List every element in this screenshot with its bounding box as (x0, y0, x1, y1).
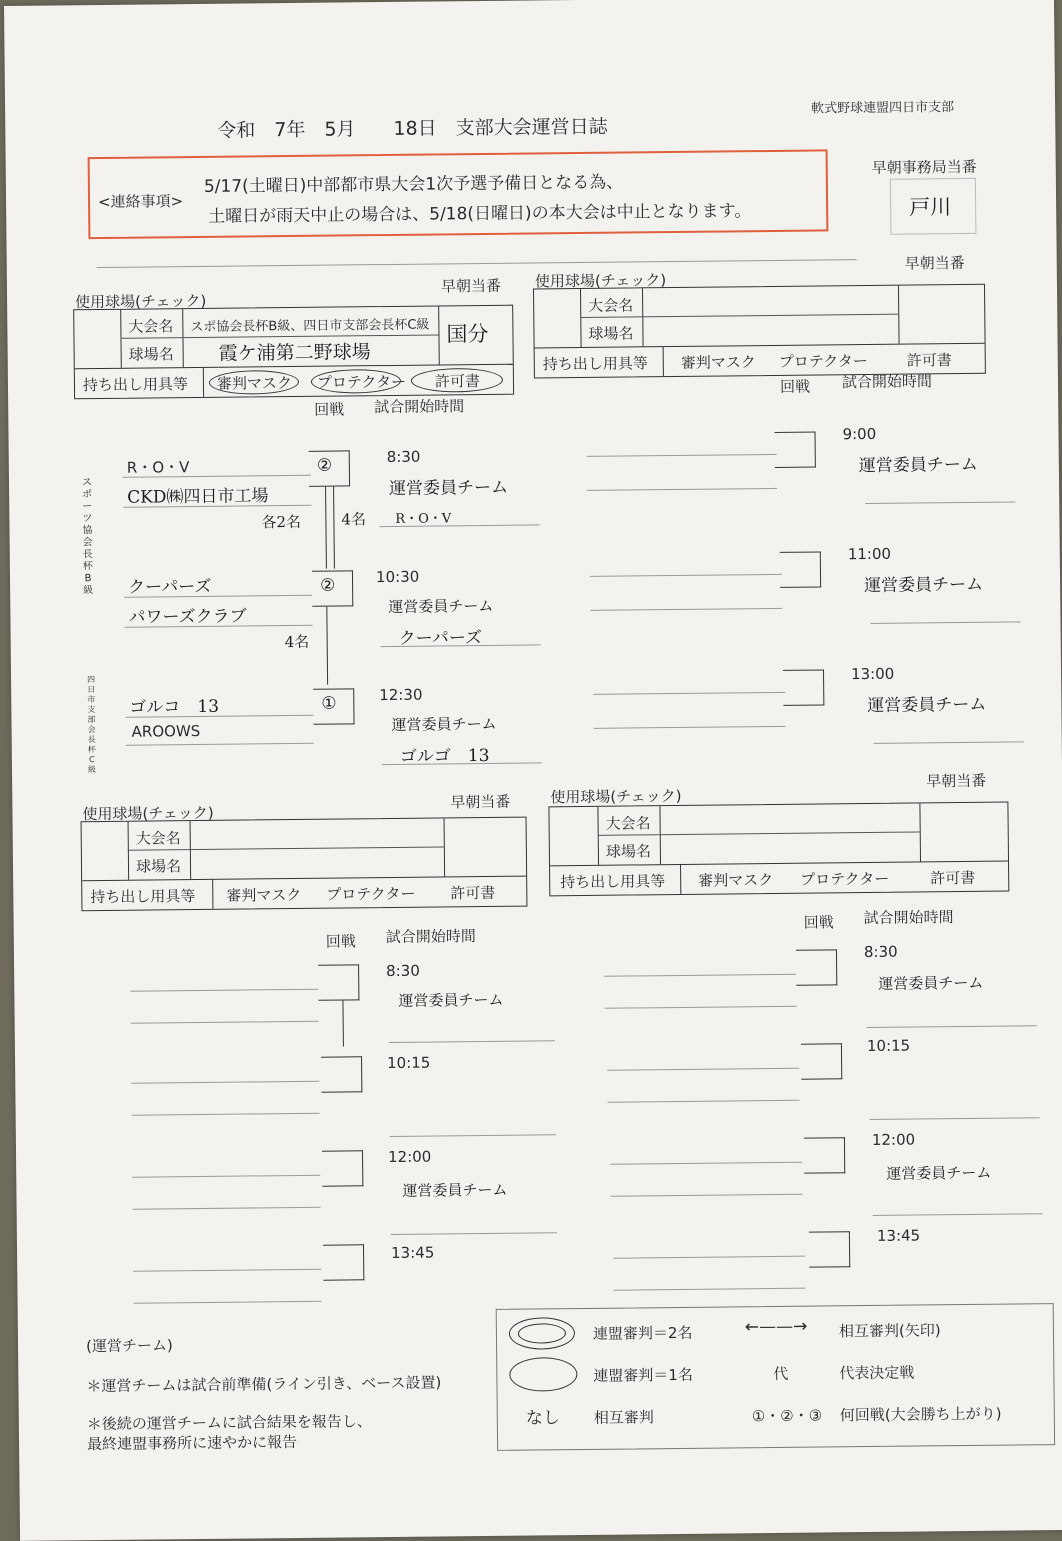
notice-line-2: 土曜日が雨天中止の場合は、5/18(日曜日)の本大会は中止となります。 (208, 201, 752, 227)
p1-g2-umpire-team: クーパーズ (398, 628, 483, 649)
p1-g3-bracket (313, 688, 354, 724)
legend-none-label: なし (525, 1408, 560, 1429)
division-b-label: ス ポ ー ツ 協 会 長 杯 B 級 (81, 477, 94, 597)
document-page (4, 0, 1062, 1541)
p2-g3-committee: 運営委員チーム (867, 694, 987, 716)
p1-g1-bracket (309, 450, 350, 486)
p3-g1-time: 8:30 (386, 961, 420, 981)
p1-arrow-note: 4名 (341, 510, 367, 529)
p3-g4-time: 13:45 (390, 1243, 435, 1263)
panel3-morning-duty-label: 早朝当番 (450, 792, 511, 812)
panel1-duty-value: 国分 (446, 321, 489, 347)
panel1-field-value: 霞ケ浦第二野球場 (218, 341, 371, 365)
legend-round-symbol: ①・②・③ (751, 1406, 823, 1426)
panel4-umpire-mask: 審判マスク (698, 870, 774, 890)
p1-g2-bracket (312, 570, 353, 606)
p1-g2-team-a: クーパーズ (127, 576, 212, 598)
panel1-protector: プロテクター (316, 372, 407, 392)
legend-double-circle-text: 連盟審判＝2名 (592, 1323, 693, 1343)
legend-none-text: 相互審判 (593, 1408, 654, 1427)
p2-g2-time: 11:00 (847, 544, 892, 564)
double-circle-icon (509, 1317, 575, 1350)
p3-g2-time: 10:15 (386, 1053, 431, 1073)
p1-g3-time: 12:30 (379, 685, 423, 705)
p4-g1-committee: 運営委員チーム (878, 973, 984, 993)
p1-g1-umpire-team: R・O・V (395, 511, 452, 527)
panel4-permit: 許可書 (930, 868, 976, 888)
panel1-tournament-label: 大会名 (128, 317, 174, 336)
p3-g4-bracket (323, 1244, 364, 1280)
committee-note-2b: 最終連盟事務所に速やかに報告 (86, 1433, 298, 1454)
panel1-umpire-mask: 審判マスク (216, 374, 293, 393)
p1-g1-committee: 運営委員チーム (388, 477, 509, 499)
p2-g1-time: 9:00 (842, 424, 877, 444)
panel4-field-label: 球場名 (605, 842, 651, 861)
panel1-start-time-label: 試合開始時間 (374, 397, 465, 417)
p1-g2-time: 10:30 (375, 567, 420, 587)
panel1-tournament-value: スポ協会長杯B級、四日市支部会長杯C級 (190, 317, 430, 336)
p1-g3-round: ① (321, 693, 337, 714)
panel3-venue-check-label: 使用球場(チェック) (82, 803, 214, 824)
committee-heading: (運営チーム) (85, 1336, 173, 1356)
p3-g3-committee: 運営委員チーム (402, 1180, 508, 1200)
p2-g1-committee: 運営委員チーム (858, 454, 978, 477)
panel2-morning-duty-label: 早朝当番 (904, 253, 965, 273)
panel2-umpire-mask: 審判マスク (680, 353, 756, 372)
notice-label: <連絡事項> (97, 192, 184, 212)
single-circle-icon (509, 1357, 577, 1392)
p3-g3-bracket (322, 1150, 363, 1186)
p4-g4-time: 13:45 (876, 1226, 921, 1245)
panel4-venue-check-label: 使用球場(チェック) (550, 786, 682, 807)
legend-box (496, 1303, 1055, 1451)
p3-g1-committee: 運営委員チーム (398, 990, 504, 1010)
committee-note-1: ＊運営チームは試合前準備(ライン引き、ベース設置) (86, 1373, 442, 1396)
panel3-round-label: 回戦 (325, 932, 356, 951)
panel4-form (548, 802, 1009, 897)
panel3-form (81, 817, 528, 912)
panel4-start-time-label: 試合開始時間 (863, 908, 954, 928)
panel3-field-label: 球場名 (135, 857, 182, 876)
panel1-equipment-label: 持ち出し用具等 (82, 375, 189, 395)
p2-g2-committee: 運営委員チーム (864, 574, 984, 597)
p1-g1-team-b: CKD㈱四日市工場 (127, 486, 269, 508)
page-title: 令和 7年 5月 18日 支部大会運営日誌 (217, 115, 608, 142)
p4-g2-bracket (801, 1043, 842, 1079)
panel2-permit: 許可書 (906, 351, 952, 370)
p2-g3-time: 13:00 (850, 664, 895, 684)
p4-g2-time: 10:15 (866, 1036, 911, 1056)
panel3-permit: 許可書 (450, 883, 496, 903)
panel4-round-label: 回戦 (803, 913, 834, 932)
legend-rep-symbol: 代 (773, 1364, 789, 1384)
p4-g3-committee: 運営委員チーム (886, 1163, 992, 1183)
organization-name: 軟式野球連盟四日市支部 (811, 100, 955, 117)
p1-g3-umpire-team: ゴルゴ 13 (399, 745, 490, 767)
office-duty-name: 戸川 (909, 195, 952, 220)
p1-g2-committee: 運営委員チーム (388, 596, 494, 617)
panel1-field-label: 球場名 (128, 345, 174, 364)
panel3-protector: プロテクター (326, 884, 416, 904)
panel2-venue-check-label: 使用球場(チェック) (534, 271, 667, 291)
notice-line-1: 5/17(土曜日)中部都市県大会1次予選予備日となる為、 (203, 172, 624, 197)
p4-g1-bracket (796, 949, 837, 985)
p1-g1-round: ② (316, 455, 333, 476)
p4-g3-time: 12:00 (871, 1130, 916, 1149)
p1-g3-team-a: ゴルコ 13 (129, 696, 220, 718)
panel4-tournament-label: 大会名 (605, 814, 651, 833)
p4-g4-bracket (809, 1231, 850, 1267)
legend-round-text: 何回戦(大会勝ち上がり) (839, 1404, 1002, 1425)
p1-g3-team-b: AROOWS (131, 721, 201, 741)
panel2-protector: プロテクター (778, 351, 868, 371)
panel3-tournament-label: 大会名 (135, 829, 181, 848)
panel4-equipment-label: 持ち出し用具等 (560, 872, 666, 892)
committee-note-2a: ＊後続の運営チームに試合結果を報告し、 (86, 1412, 372, 1434)
panel1-round-label: 回戦 (314, 400, 345, 419)
panel2-start-time-label: 試合開始時間 (841, 372, 933, 392)
p2-g3-bracket (783, 669, 824, 705)
p1-g1-time: 8:30 (386, 447, 421, 467)
p3-g2-bracket (321, 1056, 362, 1092)
panel3-start-time-label: 試合開始時間 (385, 927, 476, 947)
p1-g1-note: 各2名 (261, 512, 302, 532)
legend-arrow-text: 相互審判(矢印) (838, 1321, 941, 1341)
division-c-label: 四 日 市 支 部 会 長 杯 C 級 (87, 675, 97, 775)
panel4-protector: プロテクター (800, 869, 890, 889)
panel4-morning-duty-label: 早朝当番 (926, 771, 987, 791)
morning-office-duty-label: 早朝事務局当番 (871, 157, 977, 177)
panel1-permit: 許可書 (434, 372, 481, 391)
office-duty-box (890, 178, 977, 235)
panel3-umpire-mask: 審判マスク (226, 885, 302, 905)
panel2-round-label: 回戦 (779, 377, 811, 396)
p2-g2-bracket (780, 551, 821, 587)
panel2-tournament-label: 大会名 (588, 296, 634, 315)
p1-g1-team-a: R・O・V (126, 458, 190, 477)
panel1-venue-check-label: 使用球場(チェック) (75, 291, 207, 312)
notice-box (88, 149, 829, 239)
panel3-equipment-label: 持ち出し用具等 (90, 887, 196, 907)
p1-g2-note: 4名 (284, 632, 310, 652)
p2-g1-bracket (775, 432, 816, 468)
panel1-form (73, 305, 514, 400)
p3-g1-bracket (318, 964, 359, 1000)
p1-g3-committee: 運営委員チーム (391, 714, 497, 734)
panel2-form (533, 284, 986, 379)
p3-g3-time: 12:00 (387, 1147, 432, 1167)
double-arrow-icon: ←——→ (744, 1316, 808, 1338)
p1-g2-round: ② (319, 575, 336, 596)
legend-rep-text: 代表決定戦 (839, 1363, 915, 1383)
legend-single-circle-text: 連盟審判＝1名 (593, 1365, 694, 1385)
p4-g1-time: 8:30 (863, 942, 898, 962)
panel1-morning-duty-label: 早朝当番 (440, 276, 502, 296)
panel2-field-label: 球場名 (588, 324, 634, 343)
p1-g2-team-b: パワーズクラブ (128, 606, 247, 628)
panel2-equipment-label: 持ち出し用具等 (542, 354, 648, 374)
p4-g3-bracket (804, 1137, 845, 1173)
